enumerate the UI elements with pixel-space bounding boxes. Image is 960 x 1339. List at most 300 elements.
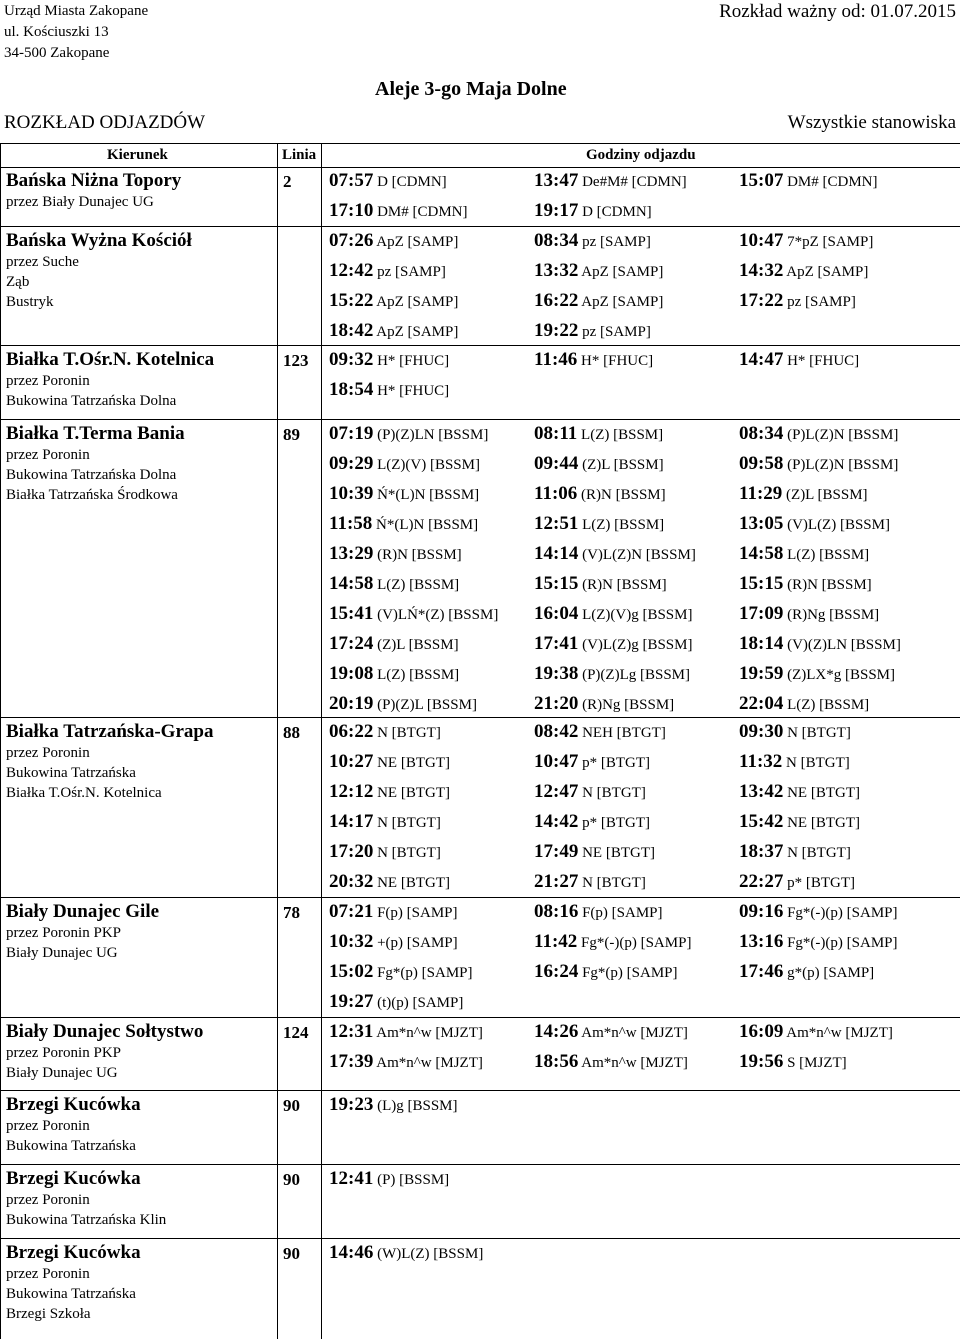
departure-notes: H* [FHUC] [577,353,654,369]
departure [739,483,868,505]
departure [534,513,664,535]
departure-notes: ApZ [SAMP] [578,294,664,310]
departure [329,931,458,953]
departure-notes: Fg*(-)(p) [SAMP] [577,935,692,951]
departure-notes: (V)LŃ*(Z) [BSSM] [373,607,499,623]
departure-notes: L(Z) [BSSM] [577,427,664,443]
departure [534,931,691,953]
departure-time: 09:16 [739,901,784,922]
departure [329,453,480,475]
departure [739,513,890,535]
route-via: przez Biały Dunajec UG [6,194,154,210]
departure-time: 18:56 [534,1051,579,1072]
route-separator [0,1090,960,1091]
departure-notes: (V)L(Z) [BSSM] [783,517,890,533]
header-bottom-rule [0,167,960,168]
route-via: przez Poronin [6,745,90,761]
departure-notes: Ń*(L)N [BSSM] [373,487,480,503]
departure-notes: Am*n^w [MJZT] [373,1025,483,1041]
route-separator [0,419,960,420]
departure [534,320,651,342]
departure-time: 17:46 [739,961,784,982]
departure [329,663,459,685]
departure-time: 15:15 [739,573,784,594]
departure-notes: F(p) [SAMP] [373,905,458,921]
departure-notes: (V)L(Z)N [BSSM] [578,547,696,563]
departure [329,1168,449,1190]
departure-time: 09:44 [534,453,579,474]
departure-notes: N [BTGT] [373,725,441,741]
departure [329,543,462,565]
departure [534,170,687,192]
departure-time: 17:10 [329,200,374,221]
departure [739,871,855,893]
departure-notes: (V)(Z)LN [BSSM] [783,637,901,653]
departure-notes: N [BTGT] [578,875,646,891]
doc-title: ROZKŁAD ODJAZDÓW [4,112,206,133]
departure [534,811,650,833]
departure [534,260,663,282]
departure-notes: ApZ [SAMP] [373,234,459,250]
departure-time: 14:47 [739,349,784,370]
departure-notes: (R)N [BSSM] [577,487,666,503]
departure-notes: pz [SAMP] [373,264,446,280]
departure [329,693,477,715]
departure-time: 22:27 [739,871,784,892]
route-destination: Brzegi Kucówka [6,1242,141,1263]
route-via: Bustryk [6,294,54,310]
departure-notes: L(Z) [BSSM] [578,517,665,533]
table-left-border [0,143,1,1339]
departure-notes: (Z)LX*g [BSSM] [783,667,895,683]
departure-time: 16:09 [739,1021,784,1042]
departure [329,290,458,312]
departure [534,841,655,863]
departure-notes: S [MJZT] [783,1055,847,1071]
departure-notes: N [BTGT] [578,785,646,801]
route-line-number: 90 [283,1244,300,1263]
departure-time: 16:04 [534,603,579,624]
departure-time: 21:20 [534,693,579,714]
departure-time: 14:58 [329,573,374,594]
departure-notes: ApZ [SAMP] [373,294,459,310]
office-street: ul. Kościuszki 13 [4,24,109,40]
departure [329,513,478,535]
departure-notes: NE [BTGT] [783,785,860,801]
departure [739,1051,847,1073]
valid-from: Rozkład ważny od: 01.07.2015 [719,1,956,22]
departure-notes: H* [FHUC] [373,353,450,369]
route-via: przez Poronin [6,1192,90,1208]
departure-notes: NE [BTGT] [578,845,655,861]
departure-time: 15:22 [329,290,374,311]
departure-time: 16:24 [534,961,579,982]
departure [739,603,879,625]
route-destination: Brzegi Kucówka [6,1168,141,1189]
departure-time: 06:22 [329,721,374,742]
departure-time: 19:17 [534,200,579,221]
direction-column-divider [277,143,278,1339]
column-header-times: Godziny odjazdu [586,147,696,163]
departure [329,170,447,192]
departure [739,931,898,953]
departure-notes: Am*n^w [MJZT] [373,1055,483,1071]
platforms-label: Wszystkie stanowiska [787,112,956,133]
departure-notes: Fg*(p) [SAMP] [373,965,473,981]
route-line-number: 124 [283,1023,309,1042]
route-via: Bukowina Tatrzańska [6,765,136,781]
departure-time: 17:39 [329,1051,374,1072]
departure [739,633,901,655]
departure-notes: (V)L(Z)g [BSSM] [578,637,693,653]
departure-notes: 7*pZ [SAMP] [783,234,874,250]
departure-time: 07:57 [329,170,374,191]
departure [739,260,868,282]
departure-notes: p* [BTGT] [783,875,855,891]
departure [739,781,860,803]
departure [534,871,646,893]
route-via: Bukowina Tatrzańska [6,1138,136,1154]
departure-time: 08:34 [739,423,784,444]
column-header-direction: Kierunek [107,147,168,163]
departure [329,721,441,743]
departure-time: 13:05 [739,513,784,534]
departure [329,573,459,595]
departure-time: 14:26 [534,1021,579,1042]
departure-time: 17:22 [739,290,784,311]
stop-name: Aleje 3-go Maja Dolne [375,78,567,100]
departure [329,961,473,983]
departure-notes: NE [BTGT] [373,875,450,891]
route-destination: Biały Dunajec Gile [6,901,160,922]
departure-notes: N [BTGT] [373,845,441,861]
departure-time: 15:15 [534,573,579,594]
departure-notes: NE [BTGT] [373,785,450,801]
route-via: przez Suche [6,254,79,270]
route-separator [0,345,960,346]
departure-time: 19:56 [739,1051,784,1072]
departure [329,751,450,773]
departure-notes: (R)N [BSSM] [373,547,462,563]
departure [329,260,446,282]
departure [534,453,664,475]
departure-notes: pz [SAMP] [783,294,856,310]
departure-time: 14:42 [534,811,579,832]
route-line-number: 78 [283,903,300,922]
route-via: Biały Dunajec UG [6,1065,118,1081]
departure [329,200,468,222]
column-header-line: Linia [282,147,317,163]
departure [329,1051,483,1073]
departure [534,751,650,773]
departure-notes: DM# [CDMN] [373,204,468,220]
departure-notes: H* [FHUC] [373,383,450,399]
departure-time: 18:37 [739,841,784,862]
departure-time: 08:42 [534,721,579,742]
departure [329,483,479,505]
departure-notes: (P)L(Z)N [BSSM] [783,457,899,473]
route-separator [0,897,960,898]
route-via: Ząb [6,274,30,290]
route-via: Bukowina Tatrzańska Dolna [6,467,177,483]
departure-time: 13:29 [329,543,374,564]
route-line-number: 90 [283,1096,300,1115]
route-via: przez Poronin [6,1266,90,1282]
departure-time: 09:58 [739,453,784,474]
departure [739,901,898,923]
departure-notes: (R)N [BSSM] [783,577,872,593]
departure-time: 19:59 [739,663,784,684]
departure-notes: (P)(Z)L [BSSM] [373,697,477,713]
departure [534,230,651,252]
departure-time: 17:24 [329,633,374,654]
departure-time: 12:47 [534,781,579,802]
departure-time: 09:30 [739,721,784,742]
departure [534,693,674,715]
departure [329,320,458,342]
departure-time: 10:32 [329,931,374,952]
office-name: Urząd Miasta Zakopane [4,3,149,19]
route-separator [0,1017,960,1018]
route-separator [0,717,960,718]
departure-time: 19:08 [329,663,374,684]
departure [739,349,859,371]
departure [329,1242,483,1264]
departure [329,781,450,803]
departure-time: 14:32 [739,260,784,281]
departure-time: 17:41 [534,633,579,654]
departure [329,379,449,401]
departure-notes: H* [FHUC] [783,353,860,369]
route-line-number: 89 [283,425,300,444]
departure-time: 20:19 [329,693,374,714]
route-via: Białka T.Ośr.N. Kotelnica [6,785,162,801]
route-destination: Białka Tatrzańska-Grapa [6,721,214,742]
departure-time: 19:27 [329,991,374,1012]
departure [739,693,869,715]
departure [534,423,663,445]
departure-time: 19:22 [534,320,579,341]
departure [739,663,895,685]
departure-notes: +(p) [SAMP] [373,935,458,951]
route-destination: Białka T.Ośr.N. Kotelnica [6,349,215,370]
departure-notes: D [CDMN] [373,174,447,190]
route-via: przez Poronin [6,373,90,389]
departure-time: 13:42 [739,781,784,802]
departure-notes: Ń*(L)N [BSSM] [372,517,479,533]
departure-notes: p* [BTGT] [578,755,650,771]
departure-time: 12:51 [534,513,579,534]
departure-time: 21:27 [534,871,579,892]
route-destination: Bańska Niżna Topory [6,170,182,191]
departure-time: 11:58 [329,513,373,534]
departure [534,349,653,371]
departure [534,663,690,685]
departure-time: 11:42 [534,931,578,952]
departure-time: 15:42 [739,811,784,832]
departure-notes: (P)(Z)LN [BSSM] [373,427,489,443]
departure-notes: L(Z) [BSSM] [783,547,870,563]
route-via: Biały Dunajec UG [6,945,118,961]
departure-notes: L(Z) [BSSM] [373,577,460,593]
departure [534,1021,688,1043]
departure [329,349,449,371]
departure [739,811,860,833]
departure [534,781,646,803]
departure-time: 14:17 [329,811,374,832]
departure-time: 19:38 [534,663,579,684]
departure-notes: p* [BTGT] [578,815,650,831]
departure-time: 08:16 [534,901,579,922]
departure-notes: Fg*(-)(p) [SAMP] [783,935,898,951]
departure-time: 08:34 [534,230,579,251]
departure-notes: (Z)L [BSSM] [578,457,664,473]
departure-time: 09:32 [329,349,374,370]
route-separator [0,1238,960,1239]
departure [329,901,458,923]
departure-notes: Am*n^w [MJZT] [578,1055,688,1071]
departure-notes: L(Z)(V) [BSSM] [373,457,480,473]
departure [534,290,663,312]
departure-notes: (W)L(Z) [BSSM] [373,1246,484,1262]
departure-notes: N [BTGT] [783,845,851,861]
departure-notes: De#M# [CDMN] [578,174,687,190]
departure [739,721,851,743]
departure-notes: F(p) [SAMP] [578,905,663,921]
departure-notes: NE [BTGT] [783,815,860,831]
departure-notes: Fg*(-)(p) [SAMP] [783,905,898,921]
departure-time: 12:31 [329,1021,374,1042]
route-line-number: 90 [283,1170,300,1189]
departure-time: 08:11 [534,423,578,444]
departure-time: 10:27 [329,751,374,772]
route-destination: Biały Dunajec Sołtystwo [6,1021,204,1042]
departure [329,1021,483,1043]
departure [329,423,488,445]
departure-notes: ApZ [SAMP] [578,264,664,280]
departure-notes: N [BTGT] [373,815,441,831]
departure-notes: (P) [BSSM] [373,1172,450,1188]
route-via: przez Poronin [6,1118,90,1134]
departure-notes: (Z)L [BSSM] [782,487,868,503]
departure [329,871,450,893]
departure-time: 17:49 [534,841,579,862]
departure-time: 10:47 [534,751,579,772]
route-destination: Bańska Wyżna Kościół [6,230,192,251]
departure [329,991,463,1013]
departure-time: 14:58 [739,543,784,564]
route-separator [0,1164,960,1165]
departure [739,1021,893,1043]
route-line-number: 123 [283,351,309,370]
departure-time: 10:39 [329,483,374,504]
departure-time: 11:32 [739,751,783,772]
route-via: Bukowina Tatrzańska Dolna [6,393,177,409]
departure-time: 14:46 [329,1242,374,1263]
departure [739,290,856,312]
departure-time: 12:42 [329,260,374,281]
departure-time: 10:47 [739,230,784,251]
departure-time: 18:54 [329,379,374,400]
departure-time: 15:41 [329,603,374,624]
departure-notes: ApZ [SAMP] [373,324,459,340]
departure-notes: NE [BTGT] [373,755,450,771]
departure-time: 14:14 [534,543,579,564]
departure [329,603,498,625]
departure-time: 12:41 [329,1168,374,1189]
departure [534,721,666,743]
departure-time: 11:46 [534,349,578,370]
departure-time: 12:12 [329,781,374,802]
route-via: Białka Tatrzańska Środkowa [6,487,178,503]
departure [534,200,652,222]
departure [534,573,667,595]
departure [534,633,692,655]
departure-time: 20:32 [329,871,374,892]
departure-notes: (L)g [BSSM] [373,1098,458,1114]
departure-notes: D [CDMN] [578,204,652,220]
departure-time: 07:26 [329,230,374,251]
departure-time: 13:32 [534,260,579,281]
departure-notes: L(Z) [BSSM] [783,697,870,713]
departure-notes: (t)(p) [SAMP] [373,995,464,1011]
departure-notes: pz [SAMP] [578,324,651,340]
route-separator [0,226,960,227]
route-via: Bukowina Tatrzańska [6,1286,136,1302]
departure-notes: Fg*(p) [SAMP] [578,965,678,981]
departure [739,453,898,475]
route-via: przez Poronin PKP [6,925,121,941]
departure-notes: ApZ [SAMP] [783,264,869,280]
departure [739,751,850,773]
departure [534,901,663,923]
departure [329,230,458,252]
office-city: 34-500 Zakopane [4,45,110,61]
departure-notes: NEH [BTGT] [578,725,666,741]
departure-time: 22:04 [739,693,784,714]
departure [329,811,441,833]
departure-time: 18:14 [739,633,784,654]
departure-time: 15:02 [329,961,374,982]
departure-notes: g*(p) [SAMP] [783,965,875,981]
departure-notes: DM# [CDMN] [783,174,878,190]
departure-time: 07:19 [329,423,374,444]
departure [329,633,459,655]
route-via: Bukowina Tatrzańska Klin [6,1212,167,1228]
departure [534,1051,688,1073]
departure-time: 17:20 [329,841,374,862]
departure-notes: pz [SAMP] [578,234,651,250]
departure [534,543,696,565]
departure-time: 09:29 [329,453,374,474]
departure-notes: Am*n^w [MJZT] [578,1025,688,1041]
departure-time: 18:42 [329,320,374,341]
departure-time: 11:29 [739,483,783,504]
departure [739,423,898,445]
route-line-number: 88 [283,723,300,742]
departure-notes: (R)N [BSSM] [578,577,667,593]
route-line-number: 2 [283,172,292,191]
departure-notes: Am*n^w [MJZT] [783,1025,893,1041]
route-via: przez Poronin PKP [6,1045,121,1061]
departure [329,1094,458,1116]
departure-notes: (P)L(Z)N [BSSM] [783,427,899,443]
departure [739,573,872,595]
departure-time: 19:23 [329,1094,374,1115]
departure [534,483,666,505]
route-destination: Brzegi Kucówka [6,1094,141,1115]
departure-notes: (Z)L [BSSM] [373,637,459,653]
